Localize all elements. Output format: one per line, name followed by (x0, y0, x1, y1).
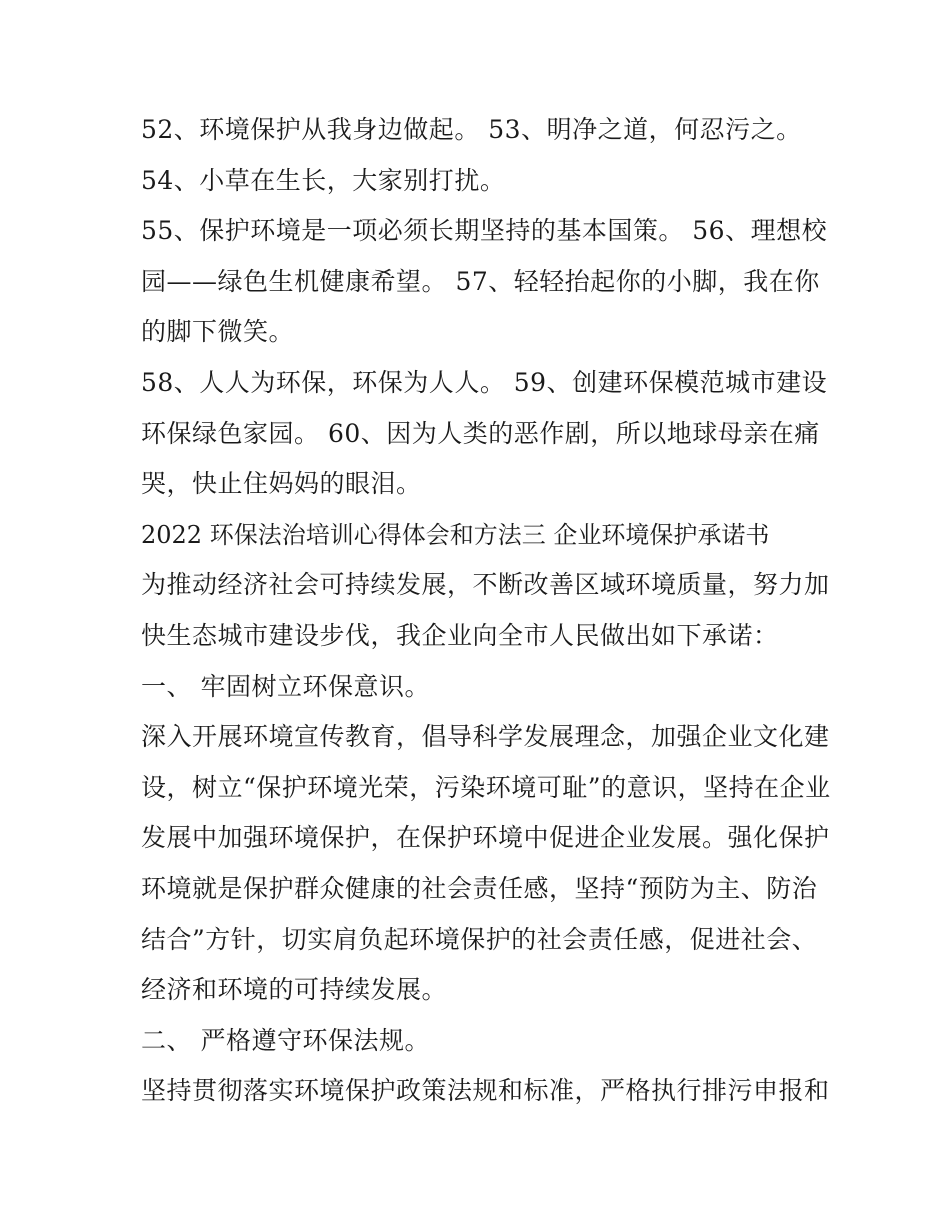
text-line: 结合”方针，切实肩负起环境保护的社会责任感，促进社会、 (141, 924, 818, 954)
text-line: 发展中加强环境保护，在保护环境中促进企业发展。强化保护 (141, 823, 830, 853)
text-line: 坚持贯彻落实环境保护政策法规和标准，严格执行排污申报和 (141, 1076, 830, 1106)
text-line: 的脚下微笑。 (141, 317, 295, 347)
subsection-heading: 二、 严格遵守环保法规。 (141, 1025, 430, 1055)
text-line: 为推动经济社会可持续发展，不断改善区域环境质量，努力加 (141, 570, 830, 600)
text-line: 快生态城市建设步伐，我企业向全市人民做出如下承诺： (141, 620, 779, 650)
text-line: 经济和环境的可持续发展。 (141, 975, 448, 1005)
subsection-heading: 一、 牢固树立环保意识。 (141, 671, 430, 701)
text-line: 54、小草在生长，大家别打扰。 (141, 165, 506, 195)
document-body (141, 105, 831, 1117)
text-line: 园——绿色生机健康希望。 57、轻轻抬起你的小脚，我在你 (141, 266, 820, 296)
text-line: 55、保护环境是一项必须长期坚持的基本国策。 56、理想校 (141, 216, 828, 246)
text-line: 设，树立“保护环境光荣，污染环境可耻”的意识，坚持在企业 (141, 772, 831, 802)
text-line: 环保绿色家园。 60、因为人类的恶作剧，所以地球母亲在痛 (141, 418, 820, 448)
text-line: 深入开展环境宣传教育，倡导科学发展理念，加强企业文化建 (141, 722, 830, 752)
section-heading: 2022 环保法治培训心得体会和方法三 企业环境保护承诺书 (141, 520, 770, 549)
text-line: 52、环境保护从我身边做起。 53、明净之道，何忍污之。 (141, 115, 802, 144)
text-line: 哭，快止住妈妈的眼泪。 (141, 469, 422, 499)
text-line: 环境就是保护群众健康的社会责任感，坚持“预防为主、防治 (141, 873, 818, 903)
text-line: 58、人人为环保，环保为人人。 59、创建环保模范城市建设 (141, 367, 828, 397)
